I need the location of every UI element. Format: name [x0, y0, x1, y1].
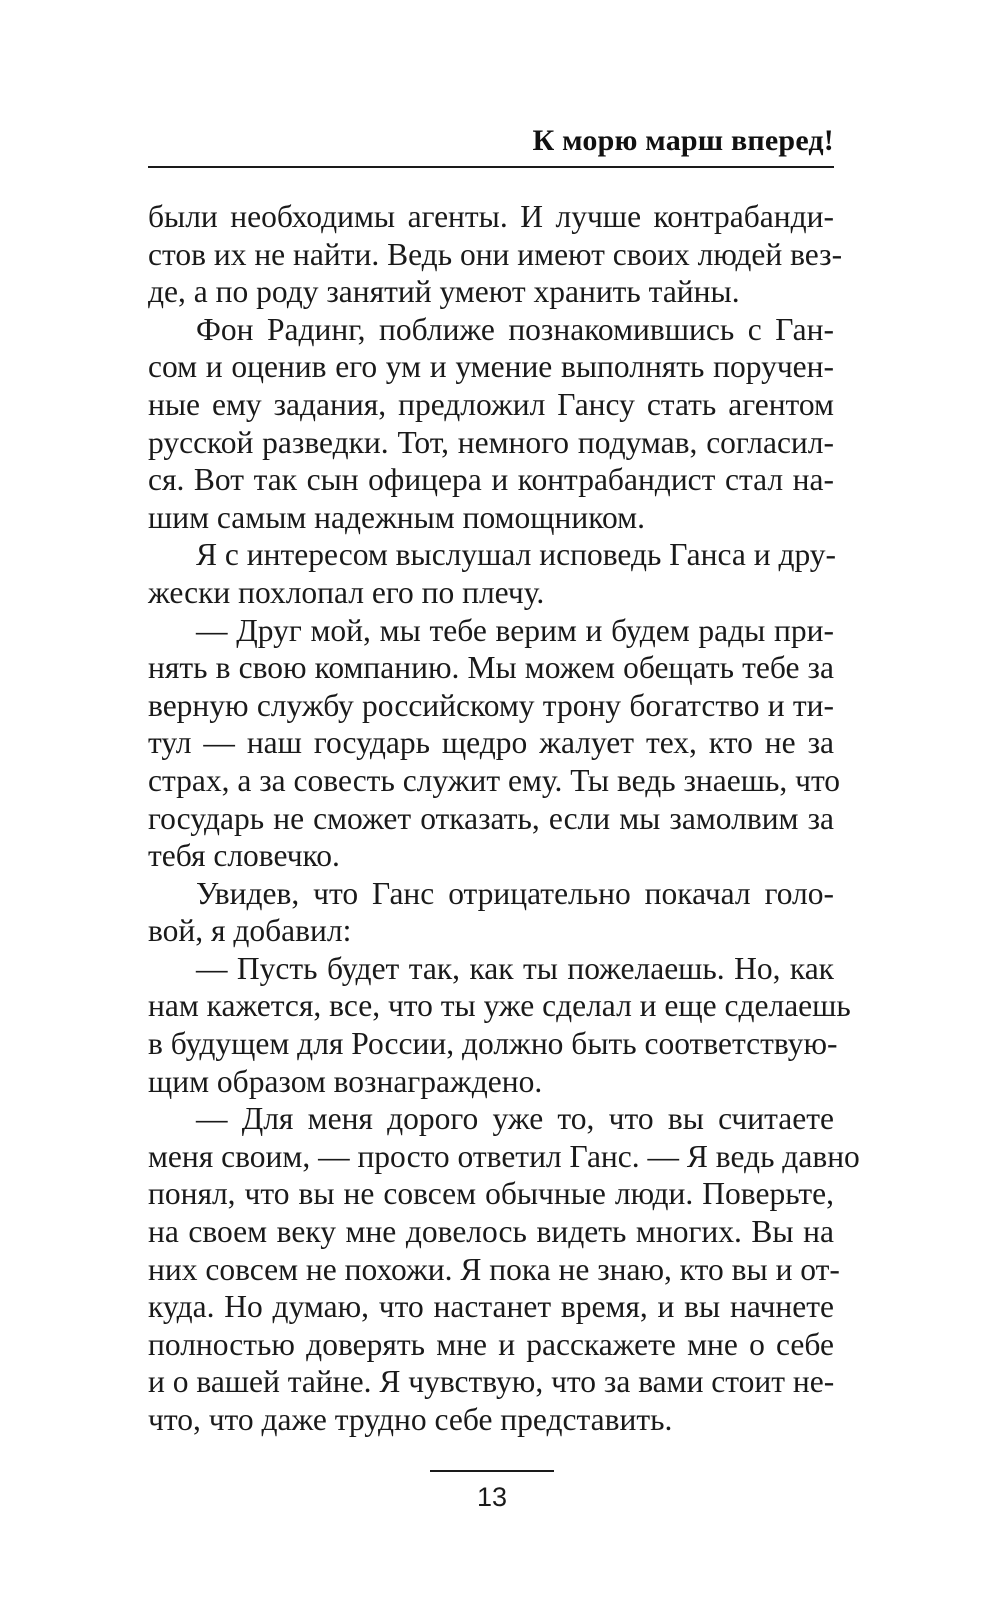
text-line: стов их не найти. Ведь они имеют своих людей вез- [148, 236, 843, 272]
text-line: были необходимы агенты. И лучше контрабанди- [148, 199, 834, 234]
text-line: шим самым надежным помощником. [148, 499, 645, 535]
text-line: русской разведки. Тот, немного подумав, согласил- [148, 424, 834, 460]
text-line: жески похлопал его по плечу. [148, 574, 545, 610]
text-line: сом и оценив его ум и умение выполнять поручен- [148, 349, 834, 385]
text-line: в будущем для России, должно быть соответствую- [148, 1026, 838, 1062]
text-line: Увидев, что Ганс отрицательно покачал голо- [196, 875, 834, 911]
text-line: — Для меня дорого уже то, что вы считаете [196, 1101, 834, 1137]
text-line: вой, я добавил: [148, 913, 352, 949]
text-line: тебя словечко. [148, 838, 340, 874]
text-line: — Пусть будет так, как ты пожелаешь. Но, как [196, 950, 834, 986]
text-line: нам кажется, все, что ты уже сделал и еще сделаешь [148, 988, 851, 1024]
running-title: К морю марш вперед! [532, 124, 834, 157]
text-line: куда. Но думаю, что настанет время, и вы начнете [148, 1289, 834, 1325]
text-line: щим образом вознаграждено. [148, 1063, 543, 1099]
text-line: меня своим, — просто ответил Ганс. — Я ведь давно [148, 1138, 860, 1174]
text-line: них совсем не похожи. Я пока не знаю, кто вы и от- [148, 1251, 840, 1287]
text-line: ся. Вот так сын офицера и контрабандист стал на- [148, 462, 834, 498]
page-number: 13 [476, 1482, 508, 1512]
text-line: на своем веку мне довелось видеть многих. Вы на [148, 1214, 834, 1250]
text-line: и о вашей тайне. Я чувствую, что за вами стоит не- [148, 1364, 835, 1400]
text-line: нять в свою компанию. Мы можем обещать тебе за [148, 650, 834, 686]
text-line: ные ему задания, предложил Гансу стать агентом [148, 386, 834, 422]
body-text [148, 198, 860, 1439]
footer-rule [430, 1470, 554, 1472]
text-line: Фон Радинг, поближе познакомившись с Ган- [196, 311, 834, 347]
text-line: — Друг мой, мы тебе верим и будем рады при- [196, 612, 834, 648]
text-line: верную службу российскому трону богатство и ти- [148, 687, 834, 723]
text-line: страх, а за совесть служит ему. Ты ведь знаешь, что [148, 762, 841, 798]
text-line: тул — наш государь щедро жалует тех, кто не за [148, 725, 834, 761]
text-line: Я с интересом выслушал исповедь Ганса и дру- [196, 537, 837, 573]
text-line: что, что даже трудно себе представить. [148, 1402, 673, 1437]
header-rule [148, 166, 834, 168]
text-line: де, а по роду занятий умеют хранить тайны. [148, 274, 740, 310]
text-line: понял, что вы не совсем обычные люди. Поверьте, [148, 1176, 834, 1212]
text-line: полностью доверять мне и расскажете мне о себе [148, 1326, 834, 1362]
text-line: государь не сможет отказать, если мы замолвим за [148, 800, 834, 836]
